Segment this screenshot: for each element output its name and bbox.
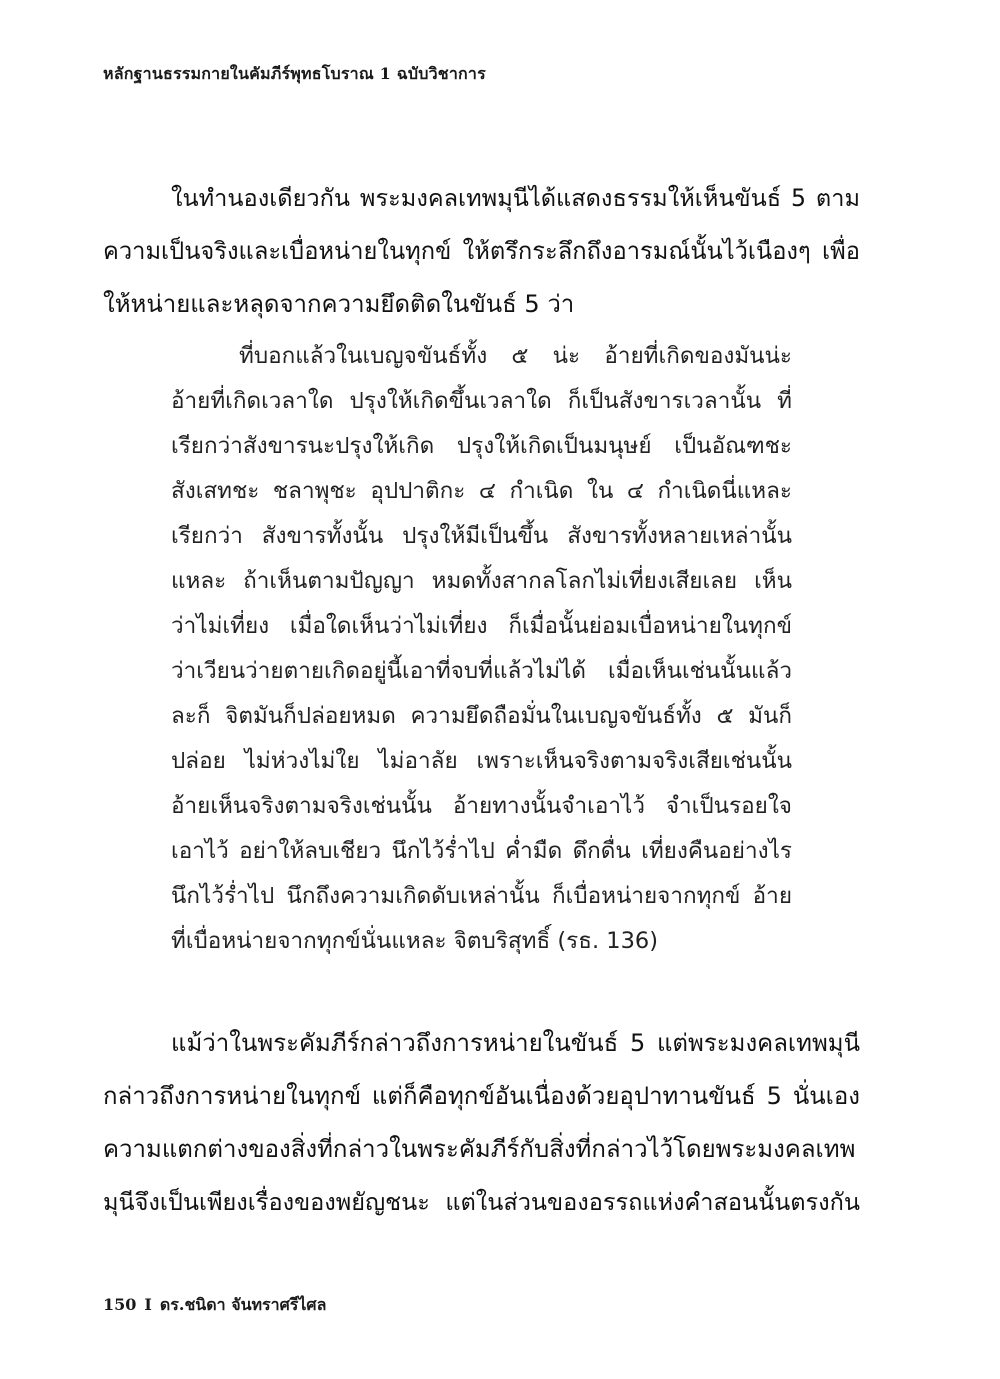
page-number: 150 [103, 1295, 137, 1314]
paragraph-line: แม้ว่าในพระคัมภีร์กล่าวถึงการหน่ายในขันธ์ 5 แต่พระมงคลเทพมุนี [171, 1029, 860, 1057]
quote-line: สังเสทชะ ชลาพุชะ อุปปาติกะ ๔ กำเนิด ใน ๔ กำเนิดนี่แหละ [171, 478, 792, 504]
page-footer [103, 1293, 326, 1318]
running-header: หลักฐานธรรมกายในคัมภีร์พุทธโบราณ 1 ฉบับวิชาการ [103, 64, 486, 83]
paragraph-line: ความแตกต่างของสิ่งที่กล่าวในพระคัมภีร์กับสิ่งที่กล่าวไว้โดยพระมงคลเทพ [103, 1135, 856, 1163]
paragraph-line: ให้หน่ายและหลุดจากความยึดติดในขันธ์ 5 ว่า [103, 290, 575, 318]
footer-separator: I [144, 1295, 152, 1314]
quote-line: ที่บอกแล้วในเบญจขันธ์ทั้ง ๕ น่ะ อ้ายที่เกิดของมันน่ะ [239, 343, 792, 369]
block-quote [171, 334, 792, 964]
paragraph-line: มุนีจึงเป็นเพียงเรื่องของพยัญชนะ แต่ในส่วนของอรรถแห่งคำสอนนั้นตรงกัน [103, 1188, 860, 1216]
quote-line: เรียกว่าสังขารนะปรุงให้เกิด ปรุงให้เกิดเป็นมนุษย์ เป็นอัณฑชะ [171, 433, 792, 459]
quote-line: อ้ายเห็นจริงตามจริงเช่นนั้น อ้ายทางนั้นจำเอาไว้ จำเป็นรอยใจ [171, 793, 792, 819]
quote-line: เอาไว้ อย่าให้ลบเชียว นึกไว้ร่ำไป ค่ำมืด ดึกดื่น เที่ยงคืนอย่างไร [171, 838, 792, 864]
quote-line: ว่าเวียนว่ายตายเกิดอยู่นี้เอาที่จบที่แล้วไม่ได้ เมื่อเห็นเช่นนั้นแล้ว [171, 658, 792, 684]
paragraph-line: กล่าวถึงการหน่ายในทุกข์ แต่ก็คือทุกข์อันเนื่องด้วยอุปาทานขันธ์ 5 นั่นเอง [103, 1082, 860, 1110]
quote-line: แหละ ถ้าเห็นตามปัญญา หมดทั้งสากลโลกไม่เที่ยงเสียเลย เห็น [171, 568, 792, 594]
quote-line: อ้ายที่เกิดเวลาใด ปรุงให้เกิดขึ้นเวลาใด ก็เป็นสังขารเวลานั้น ที่ [171, 388, 792, 414]
body-paragraph-1 [103, 172, 860, 331]
author-name: ดร.ชนิดา จันทราศรีไศล [159, 1295, 327, 1314]
quote-line: ว่าไม่เที่ยง เมื่อใดเห็นว่าไม่เที่ยง ก็เมื่อนั้นย่อมเบื่อหน่ายในทุกข์ [171, 613, 792, 639]
quote-line: นึกไว้ร่ำไป นึกถึงความเกิดดับเหล่านั้น ก็เบื่อหน่ายจากทุกข์ อ้าย [171, 883, 792, 909]
quote-line: ละก็ จิตมันก็ปล่อยหมด ความยึดถือมั่นในเบญจขันธ์ทั้ง ๕ มันก็ [171, 703, 792, 729]
paragraph-line: ความเป็นจริงและเบื่อหน่ายในทุกข์ ให้ตรึกระลึกถึงอารมณ์นั้นไว้เนืองๆ เพื่อ [103, 237, 860, 265]
quote-line: ปล่อย ไม่ห่วงไม่ใย ไม่อาลัย เพราะเห็นจริงตามจริงเสียเช่นนั้น [171, 748, 792, 774]
quote-line: เรียกว่า สังขารทั้งนั้น ปรุงให้มีเป็นขึ้น สังขารทั้งหลายเหล่านั้น [171, 523, 792, 549]
paragraph-line: ในทำนองเดียวกัน พระมงคลเทพมุนีได้แสดงธรรมให้เห็นขันธ์ 5 ตาม [171, 184, 860, 212]
quote-line: ที่เบื่อหน่ายจากทุกข์นั่นแหละ จิตบริสุทธิ์ (รธ. 136) [171, 928, 658, 954]
body-paragraph-2 [103, 1017, 860, 1229]
